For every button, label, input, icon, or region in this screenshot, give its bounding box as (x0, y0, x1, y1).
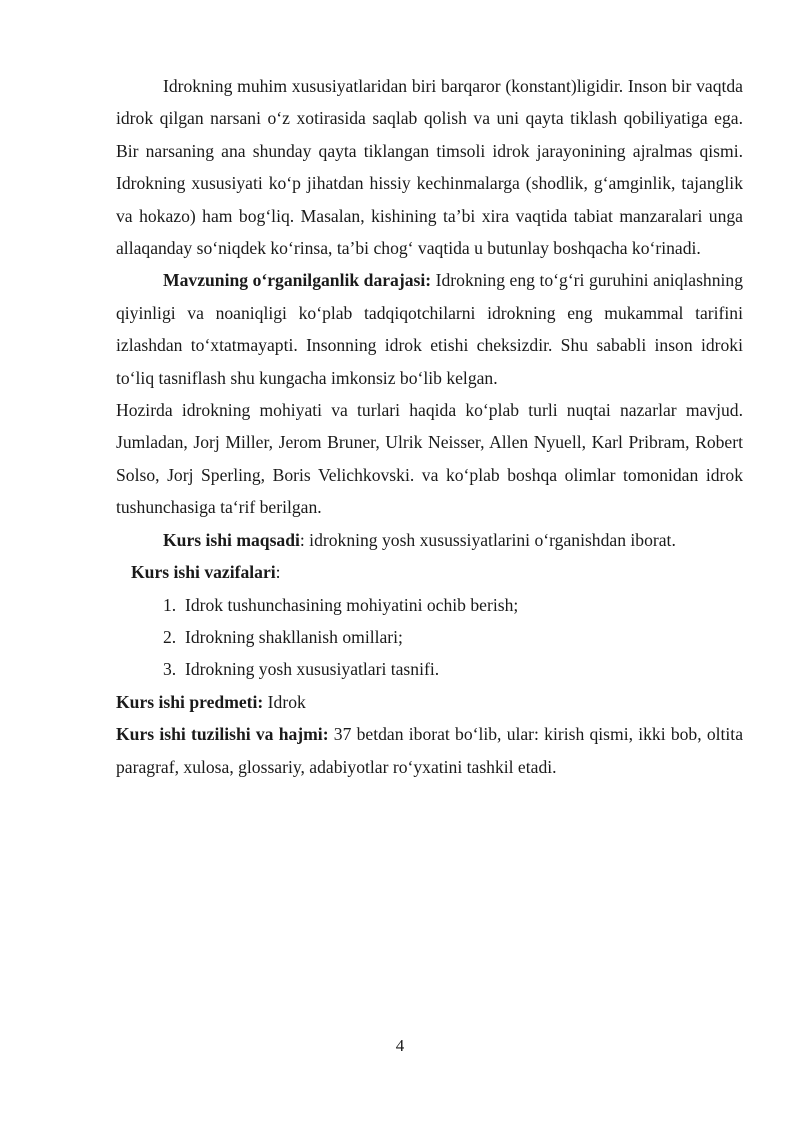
list-item-text: Idrokning yosh xususiyatlari tasnifi. (185, 659, 440, 680)
list-item-number: 1. (163, 594, 177, 615)
list-item (116, 621, 743, 653)
course-structure-label: Kurs ishi tuzilishi va hajmi: (116, 724, 329, 745)
course-subject-label: Kurs ishi predmeti: (116, 691, 264, 712)
course-tasks-list (116, 589, 743, 686)
course-goal-label: Kurs ishi maqsadi (163, 529, 300, 550)
list-item-text: Idrokning shakllanish omillari; (185, 626, 403, 647)
course-tasks-colon: : (275, 562, 281, 583)
course-tasks-label: Kurs ishi vazifalari (131, 562, 276, 583)
list-item (116, 589, 743, 621)
list-item-number: 2. (163, 626, 177, 647)
document-page (116, 70, 743, 783)
course-subject-text: Idrok (263, 691, 306, 712)
paragraph-course-goal (116, 524, 743, 556)
course-tasks-heading (116, 556, 743, 588)
course-goal-text: : idrokning yosh xusussiyatlarini o‘rganishdan iborat. (299, 529, 676, 550)
paragraph-course-structure (116, 718, 743, 783)
paragraph-course-subject (116, 686, 743, 718)
paragraph-study-level (116, 264, 743, 394)
list-item-number: 3. (163, 659, 177, 680)
paragraph-viewpoints: Hozirda idrokning mohiyati va turlari haqida ko‘plab turli nuqtai nazarlar mavjud. Jumladan, Jorj Miller, Jerom Bruner, Ulrik Neisser, Allen Nyuell, Karl Pribram, Robert Solso, Jorj Sperling, Boris Velichkovski. va ko‘plab boshqa olimlar tomonidan idrok tushunchasiga ta‘rif berilgan. (116, 400, 743, 518)
study-level-text: Idrokning eng to‘g‘ri guruhini aniqlashning qiyinligi va noaniqligi ko‘plab tadqiqotchilarni idrokning eng mukammal tarifini izlashdan to‘xtatmayapti. Insonning idrok etishi cheksizdir. Shu sababli inson idroki to‘liq tasniflash shu kungacha imkonsiz bo‘lib kelgan. (116, 270, 744, 388)
list-item-text: Idrok tushunchasining mohiyatini ochib berish; (185, 594, 519, 615)
paragraph-perception-constancy: Idrokning muhim xususiyatlaridan biri barqaror (konstant)ligidir. Inson bir vaqtda idrok qilgan narsani o‘z xotirasida saqlab qolish va uni qayta tiklash qobiliyatiga ega. Bir narsaning ana shunday qayta tiklangan timsoli idrok jarayonining ajralmas qismi. Idrokning xususiyati ko‘p jihatdan hissiy kechinmalarga (shodlik, g‘amginlik, tajanglik va hokazo) ham bog‘liq. Masalan, kishining ta’bi xira vaqtida tabiat manzaralari unga allaqanday so‘niqdek ko‘rinsa, ta’bi chog‘ vaqtida u butunlay boshqacha ko‘rinadi. (116, 76, 743, 259)
course-structure-text: 37 betdan iborat bo‘lib, ular: kirish qismi, ikki bob, oltita paragraf, xulosa, glossariy, adabiyotlar ro‘yxatini tashkil etadi. (116, 724, 744, 777)
study-level-label: Mavzuning o‘rganilganlik darajasi: (163, 270, 432, 291)
page-number: 4 (395, 1036, 405, 1055)
list-item (116, 653, 743, 685)
